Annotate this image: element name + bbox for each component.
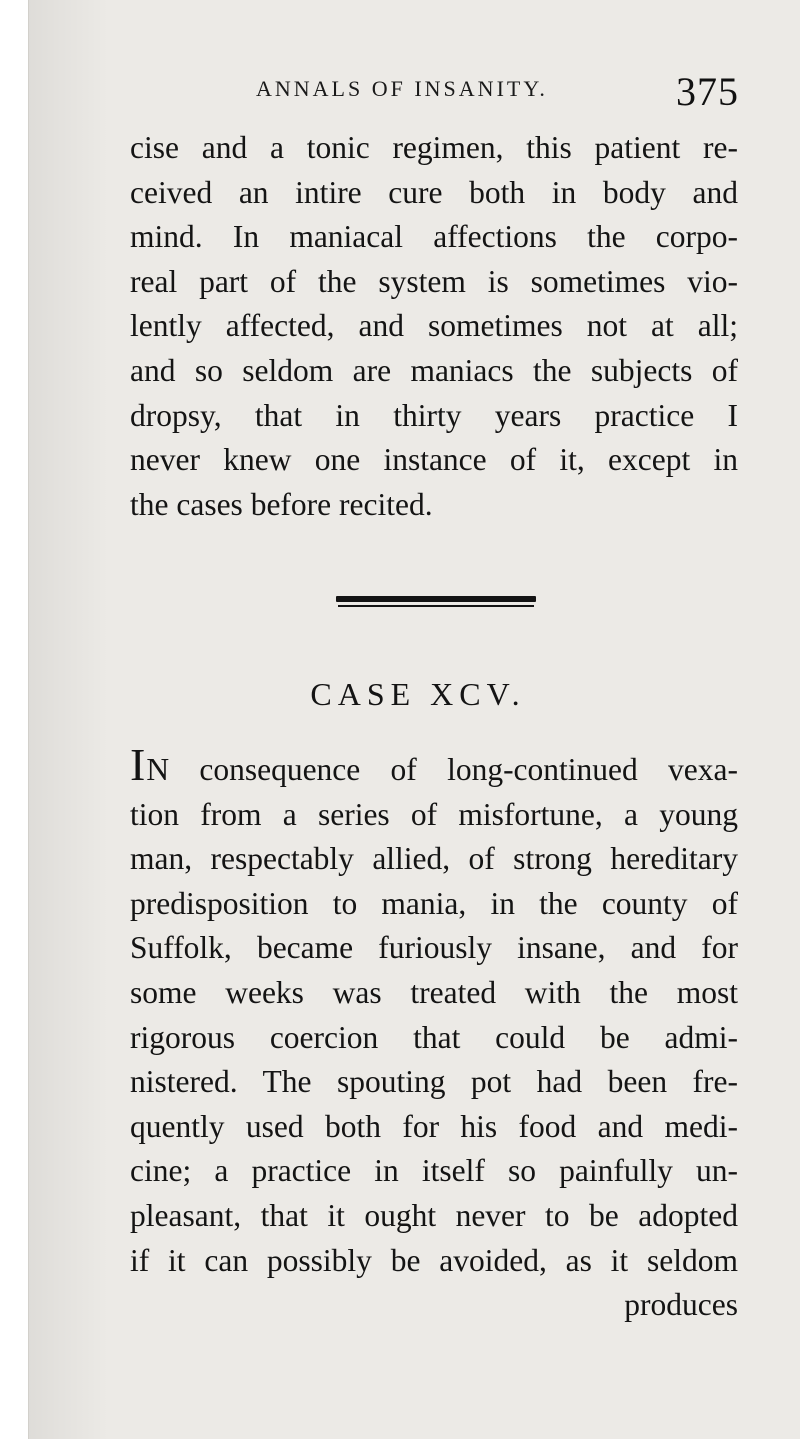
text-line: real part of the system is sometimes vio-	[130, 263, 738, 299]
text-line: tion from a series of misfortune, a young	[130, 796, 738, 832]
text-line: Suffolk, became furiously insane, and for	[130, 930, 738, 966]
text-line: ceived an intire cure both in body and	[130, 174, 738, 210]
text-line: rigorous coercion that could be admi-	[130, 1019, 738, 1055]
text-line: quently used both for his food and medi-	[130, 1108, 738, 1144]
page-number: 375	[676, 69, 739, 114]
text-line: if it can possibly be avoided, as it seldom	[130, 1242, 738, 1278]
case-heading: CASE XCV.	[310, 676, 526, 712]
case-paragraph	[130, 739, 738, 1328]
text-line: predisposition to mania, in the county of	[130, 885, 738, 921]
text-line: pleasant, that it ought never to be adopted	[130, 1197, 738, 1233]
text-line: nistered. The spouting pot had been fre-	[130, 1064, 738, 1100]
section-divider	[336, 596, 536, 608]
text-line: some weeks was treated with the most	[130, 974, 738, 1010]
text-line: lently affected, and sometimes not at all;	[130, 308, 738, 344]
text-line: the cases before recited.	[130, 486, 433, 522]
text-line-rest: N consequence of long-continued vexa-	[146, 752, 738, 787]
text-line-first	[130, 739, 738, 793]
text-line: and so seldom are maniacs the subjects of	[130, 352, 738, 388]
text-line: cine; a practice in itself so painfully un-	[130, 1153, 738, 1189]
text-line: never knew one instance of it, except in	[130, 442, 738, 478]
running-head: ANNALS OF INSANITY.	[256, 76, 548, 101]
text-line: man, respectably allied, of strong hereditary	[130, 841, 738, 877]
paragraph-continued	[130, 126, 738, 527]
text-line: dropsy, that in thirty years practice I	[130, 397, 738, 433]
text-line: mind. In maniacal affections the corpo-	[130, 219, 738, 255]
binding-shadow	[29, 0, 109, 1439]
page-header	[0, 68, 800, 118]
text-line: cise and a tonic regimen, this patient re-	[130, 130, 738, 165]
divider-thick-rule	[336, 596, 536, 602]
divider-thin-rule	[338, 605, 534, 607]
drop-cap: I	[130, 739, 146, 790]
catchword: produces	[624, 1287, 738, 1323]
